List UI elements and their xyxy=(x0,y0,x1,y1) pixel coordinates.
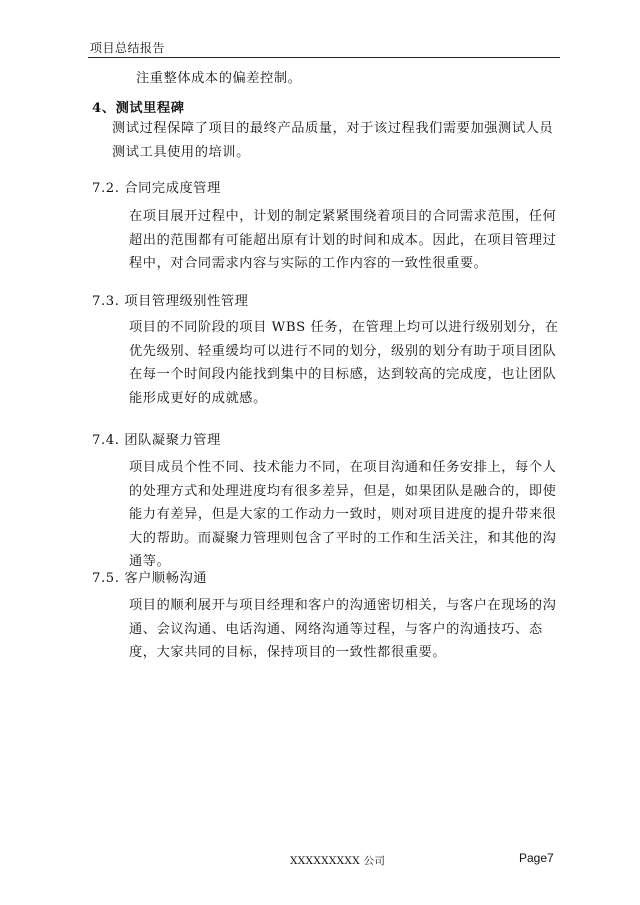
header-title: 项目总结报告 xyxy=(90,41,166,55)
section-7-4-heading: 7.4. 团队凝聚力管理 xyxy=(92,433,221,448)
section-7-2-heading: 7.2. 合同完成度管理 xyxy=(92,181,221,196)
section-4-paragraph: 测试过程保障了项目的最终产品质量，对于该过程我们需要加强测试人员测试工具使用的培训。 xyxy=(112,121,554,160)
section-7-3-heading: 7.3. 项目管理级别性管理 xyxy=(92,294,249,309)
section-7-5-heading: 7.5. 客户顺畅沟通 xyxy=(92,571,208,586)
section-7-4-paragraph: 项目成员个性不同、技术能力不同，在项目沟通和任务安排上，每个人的处理方式和处理进度均有很多差异，但是，如果团队是融合的，即使能力有差异，但是大家的工作动力一致时，则对项目进度的提升带来很大的帮助。而凝聚力管理则包含了平时的工作和生活关注，和其他的沟通等。 xyxy=(129,460,557,569)
footer-company: XXXXXXXXX 公司 xyxy=(290,855,386,867)
page-number: Page7 xyxy=(519,851,554,865)
section-7-5-paragraph: 项目的顺利展开与项目经理和客户的沟通密切相关，与客户在现场的沟通、会议沟通、电话沟通、网络沟通等过程，与客户的沟通技巧、态度，大家共同的目标，保持项目的一致性都很重要。 xyxy=(129,598,557,660)
section-4-heading: 4、测试里程碑 xyxy=(92,101,185,116)
header-divider xyxy=(88,57,560,58)
intro-paragraph: 注重整体成本的偏差控制。 xyxy=(136,71,302,86)
section-7-3-paragraph: 项目的不同阶段的项目 WBS 任务，在管理上均可以进行级别划分，在优先级别、轻重缓均可以进行不同的划分，级别的划分有助于项目团队在每一个时间段内能找到集中的目标感，达到较高的完成度，也让团队能形成更好的成就感。 xyxy=(129,320,559,406)
section-7-2-paragraph: 在项目展开过程中，计划的制定紧紧围绕着项目的合同需求范围，任何超出的范围都有可能超出原有计划的时间和成本。因此，在项目管理过程中，对合同需求内容与实际的工作内容的一致性很重要。 xyxy=(129,209,557,271)
